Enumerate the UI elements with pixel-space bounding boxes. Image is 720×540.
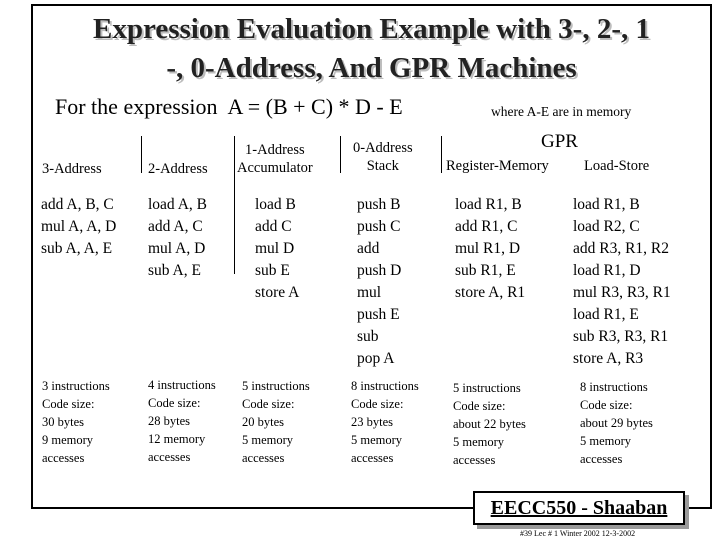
expression-lead: For the expression [55,94,218,119]
header-load-store: Load-Store [584,158,650,174]
slide-title-line-2: -, 0-Address, And GPR Machines [166,52,577,84]
stats-load-store: 8 instructions Code size: about 29 bytes 5 memory accesses [580,380,653,466]
header-3-address: 3-Address [42,161,102,177]
code-0-address: push B push C add push D mul push E sub pop A [357,196,402,367]
course-label-text: EECC550 - Shaaban [490,497,668,519]
column-divider [441,136,442,173]
header-0-address: 0-Address Stack [353,140,413,174]
expression-line [55,94,403,120]
code-2-address: load A, B add A, C mul A, D sub A, E [148,196,207,279]
slide-title-line-1: Expression Evaluation Example with 3-, 2-, 1 [93,13,650,45]
code-1-address: load B add C mul D sub E store A [255,196,300,301]
code-3-address: add A, B, C mul A, A, D sub A, A, E [41,196,117,257]
column-divider [234,136,235,274]
expression: A = (B + C) * D - E [227,94,403,119]
stats-1-address: 5 instructions Code size: 20 bytes 5 memory accesses [242,379,310,465]
header-register-memory: Register-Memory [446,158,549,174]
stats-3-address: 3 instructions Code size: 30 bytes 9 memory accesses [42,379,110,465]
slide-number-note: #39 Lec # 1 Winter 2002 12-3-2002 [520,529,636,538]
column-divider [141,136,142,173]
stats-register-memory: 5 instructions Code size: about 22 bytes 5 memory accesses [453,381,526,467]
course-label [473,491,685,525]
column-divider [340,136,341,173]
header-1-address: 1-Address Accumulator [237,142,313,176]
code-register-memory: load R1, B add R1, C mul R1, D sub R1, E store A, R1 [455,196,526,301]
stats-2-address: 4 instructions Code size: 28 bytes 12 memory accesses [148,378,216,464]
gpr-group-header: GPR [541,131,578,152]
code-load-store: load R1, B load R2, C add R3, R1, R2 load R1, D mul R3, R3, R1 load R1, E sub R3, R3, R1 store A, R3 [573,196,671,367]
header-2-address: 2-Address [148,161,208,177]
memory-note: where A-E are in memory [491,104,632,119]
stats-0-address: 8 instructions Code size: 23 bytes 5 memory accesses [351,379,419,465]
